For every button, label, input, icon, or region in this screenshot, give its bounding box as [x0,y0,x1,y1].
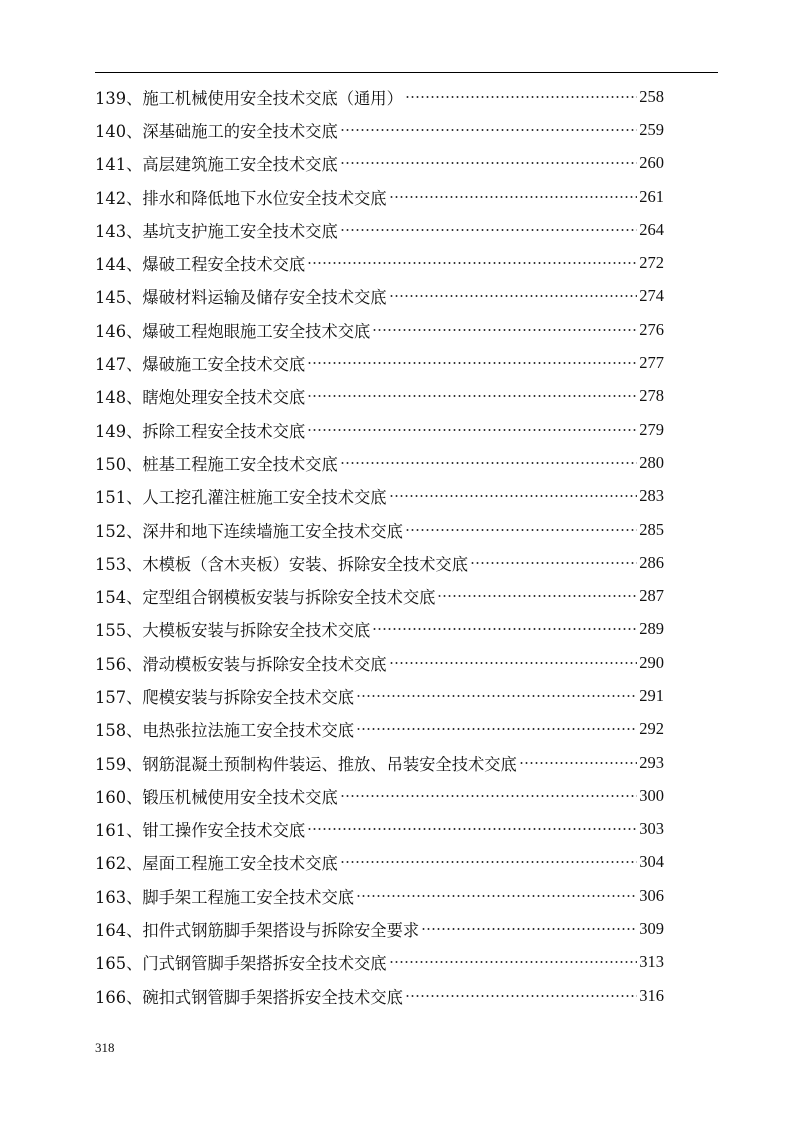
toc-entry-page: 286 [639,552,664,572]
toc-entry-page: 285 [639,519,664,539]
dot-leader [307,428,637,432]
toc-entry-page: 264 [639,219,664,239]
toc-entry-title: 165、门式钢管脚手架搭拆安全技术交底 [95,954,387,974]
toc-entry[interactable] [95,679,664,712]
toc-entry[interactable] [95,213,664,246]
toc-entry-page: 290 [639,652,664,672]
toc-entry-page: 272 [639,253,664,273]
toc-entry-page: 259 [639,119,664,139]
toc-entry-page: 309 [639,919,664,939]
toc-entry-title: 142、排水和降低地下水位安全技术交底 [95,188,387,208]
toc-entry[interactable] [95,313,664,346]
toc-entry[interactable] [95,813,664,846]
dot-leader [389,661,638,665]
dot-leader [437,594,637,598]
dot-leader [356,727,637,731]
toc-entry-page: 279 [639,419,664,439]
dot-leader [307,261,637,265]
toc-entry[interactable] [95,147,664,180]
toc-entry-title: 148、瞎炮处理安全技术交底 [95,388,306,408]
toc-entry-page: 313 [639,952,664,972]
toc-entry-title: 147、爆破施工安全技术交底 [95,355,306,375]
toc-entry-title: 164、扣件式钢筋脚手架搭设与拆除安全要求 [95,921,420,941]
toc-entry-title: 161、钳工操作安全技术交底 [95,821,306,841]
toc-entry-page: 300 [639,785,664,805]
toc-entry[interactable] [95,646,664,679]
toc-entry[interactable] [95,846,664,879]
toc-entry[interactable] [95,613,664,646]
dot-leader [340,228,638,232]
dot-leader [389,494,638,498]
toc-entry-title: 152、深井和地下连续墙施工安全技术交底 [95,521,403,541]
toc-entry[interactable] [95,113,664,146]
toc-entry-title: 144、爆破工程安全技术交底 [95,255,306,275]
dot-leader [340,860,638,864]
toc-entry[interactable] [95,380,664,413]
table-of-contents [95,80,664,1012]
toc-entry-page: 258 [639,86,664,106]
toc-entry-page: 303 [639,819,664,839]
dot-leader [389,195,638,199]
toc-entry-title: 150、桩基工程施工安全技术交底 [95,454,338,474]
toc-entry-title: 154、定型组合钢模板安装与拆除安全技术交底 [95,588,436,608]
page-number: 318 [95,1040,115,1055]
toc-entry-title: 141、高层建筑施工安全技术交底 [95,155,338,175]
toc-entry-title: 151、人工挖孔灌注桩施工安全技术交底 [95,488,387,508]
toc-entry[interactable] [95,579,664,612]
toc-entry-page: 276 [639,319,664,339]
toc-entry-title: 163、脚手架工程施工安全技术交底 [95,887,355,907]
dot-leader [470,561,637,565]
toc-entry[interactable] [95,879,664,912]
dot-leader [405,994,637,998]
toc-entry-page: 306 [639,885,664,905]
toc-entry[interactable] [95,513,664,546]
toc-entry[interactable] [95,746,664,779]
dot-leader [307,827,637,831]
toc-entry-page: 261 [639,186,664,206]
toc-entry-title: 160、锻压机械使用安全技术交底 [95,787,338,807]
toc-entry-page: 304 [639,852,664,872]
toc-entry-title: 145、爆破材料运输及储存安全技术交底 [95,288,387,308]
toc-entry-page: 260 [639,153,664,173]
toc-entry[interactable] [95,180,664,213]
dot-leader [372,328,637,332]
toc-entry-page: 292 [639,719,664,739]
toc-entry-title: 155、大模板安装与拆除安全技术交底 [95,621,371,641]
toc-entry-title: 140、深基础施工的安全技术交底 [95,121,338,141]
toc-entry-title: 156、滑动模板安装与拆除安全技术交底 [95,654,387,674]
dot-leader [372,627,637,631]
toc-entry[interactable] [95,80,664,113]
toc-entry-page: 274 [639,286,664,306]
header-rule [95,72,718,73]
toc-entry-title: 139、施工机械使用安全技术交底（通用） [95,88,403,108]
toc-entry-page: 289 [639,619,664,639]
toc-entry-page: 291 [639,685,664,705]
toc-entry[interactable] [95,979,664,1012]
toc-entry-page: 293 [639,752,664,772]
dot-leader [307,394,637,398]
toc-entry-page: 280 [639,452,664,472]
toc-entry-page: 277 [639,353,664,373]
dot-leader [421,927,637,931]
toc-entry[interactable] [95,346,664,379]
dot-leader [307,361,637,365]
dot-leader [340,461,638,465]
dot-leader [340,128,638,132]
dot-leader [389,294,638,298]
dot-leader [405,95,637,99]
toc-entry[interactable] [95,946,664,979]
toc-entry[interactable] [95,413,664,446]
toc-entry-page: 316 [639,985,664,1005]
toc-entry-title: 153、木模板（含木夹板）安装、拆除安全技术交底 [95,554,468,574]
toc-entry-title: 157、爬模安装与拆除安全技术交底 [95,687,355,707]
dot-leader [340,794,638,798]
toc-entry[interactable] [95,246,664,279]
dot-leader [356,894,637,898]
toc-entry[interactable] [95,280,664,313]
toc-entry-page: 278 [639,386,664,406]
dot-leader [405,528,637,532]
toc-entry[interactable] [95,480,664,513]
toc-entry[interactable] [95,546,664,579]
toc-entry-title: 149、拆除工程安全技术交底 [95,421,306,441]
dot-leader [519,761,637,765]
toc-entry-title: 158、电热张拉法施工安全技术交底 [95,721,355,741]
toc-entry-page: 283 [639,486,664,506]
toc-entry-title: 146、爆破工程炮眼施工安全技术交底 [95,321,371,341]
toc-entry[interactable] [95,713,664,746]
toc-entry-title: 159、钢筋混凝土预制构件装运、推放、吊装安全技术交底 [95,754,517,774]
dot-leader [340,161,638,165]
dot-leader [356,694,637,698]
toc-entry-title: 143、基坑支护施工安全技术交底 [95,221,338,241]
toc-entry[interactable] [95,446,664,479]
toc-entry-title: 162、屋面工程施工安全技术交底 [95,854,338,874]
toc-entry-title: 166、碗扣式钢管脚手架搭拆安全技术交底 [95,987,403,1007]
toc-entry-page: 287 [639,586,664,606]
dot-leader [389,960,638,964]
toc-entry[interactable] [95,779,664,812]
toc-entry[interactable] [95,912,664,945]
